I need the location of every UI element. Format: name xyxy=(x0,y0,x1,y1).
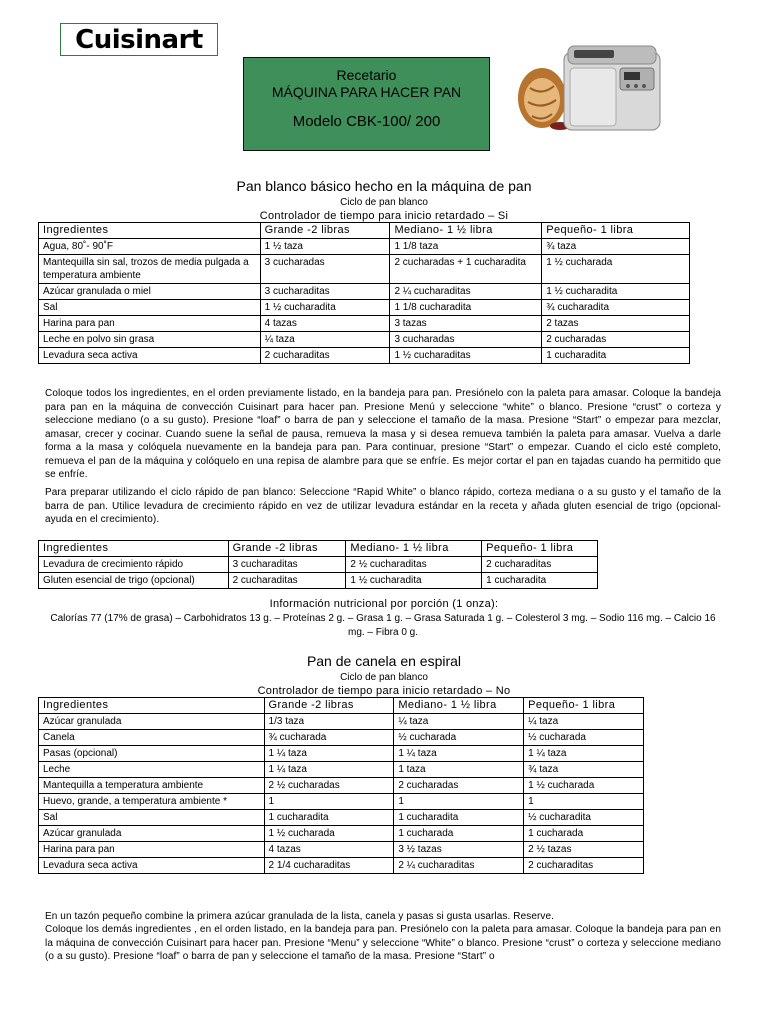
recipe-1-cycle: Ciclo de pan blanco xyxy=(340,197,428,208)
table-row xyxy=(39,300,690,316)
table-cell: ¾ taza xyxy=(542,239,690,255)
table-row xyxy=(39,332,690,348)
table-cell: Sal xyxy=(39,300,261,316)
column-header: Grande -2 libras xyxy=(260,223,390,239)
recipe-2-title: Pan de canela en espiral xyxy=(306,653,462,669)
table-cell: ¼ taza xyxy=(260,332,390,348)
recipe-1-ingredients-table xyxy=(38,222,690,364)
table-cell: 1 ¼ taza xyxy=(524,746,644,762)
table-cell: 1 cucharadita xyxy=(264,810,394,826)
column-header: Grande -2 libras xyxy=(228,541,346,557)
table-cell: ½ cucharada xyxy=(524,730,644,746)
column-header: Ingredientes xyxy=(39,698,265,714)
table-cell: 1 cucharada xyxy=(394,826,524,842)
column-header: Ingredientes xyxy=(39,541,229,557)
table-cell: Levadura seca activa xyxy=(39,348,261,364)
table-row xyxy=(39,842,644,858)
column-header: Grande -2 libras xyxy=(264,698,394,714)
recipe-2-timer: Controlador de tiempo para inicio retardado – No xyxy=(257,685,511,697)
column-header: Mediano- 1 ½ libra xyxy=(346,541,482,557)
table-cell: 1 xyxy=(264,794,394,810)
table-cell: Leche en polvo sin grasa xyxy=(39,332,261,348)
table-header-row xyxy=(39,541,598,557)
table-cell: 2 cucharaditas xyxy=(482,557,598,573)
table-cell: 4 tazas xyxy=(260,316,390,332)
column-header: Pequeño- 1 libra xyxy=(542,223,690,239)
table-header-row xyxy=(39,223,690,239)
table-cell: ½ cucharadita xyxy=(524,810,644,826)
table-cell: Azúcar granulada xyxy=(39,714,265,730)
cuisinart-logo xyxy=(60,23,218,56)
table-row xyxy=(39,858,644,874)
table-cell: 2 cucharaditas xyxy=(260,348,390,364)
column-header: Pequeño- 1 libra xyxy=(524,698,644,714)
table-cell: 1 ¼ taza xyxy=(394,746,524,762)
table-cell: Azúcar granulada o miel xyxy=(39,284,261,300)
rapid-ingredients-table xyxy=(38,540,598,589)
table-cell: ½ cucharada xyxy=(394,730,524,746)
table-row xyxy=(39,284,690,300)
table-cell: 1 ½ cucharadita xyxy=(346,573,482,589)
table-cell: Mantequilla sin sal, trozos de media pulgada a temperatura ambiente xyxy=(39,255,261,284)
table-cell: ¾ cucharadita xyxy=(542,300,690,316)
table-cell: 2 ½ cucharadas xyxy=(264,778,394,794)
table-cell: 3 ½ tazas xyxy=(394,842,524,858)
table-cell: 2 cucharadas + 1 cucharadita xyxy=(390,255,542,284)
table-cell: 1 ½ cucharada xyxy=(542,255,690,284)
table-cell: 3 cucharadas xyxy=(260,255,390,284)
table-row xyxy=(39,810,644,826)
table-cell: 1 ¼ taza xyxy=(264,746,394,762)
table-cell: Gluten esencial de trigo (opcional) xyxy=(39,573,229,589)
table-cell: 1 1/8 taza xyxy=(390,239,542,255)
table-cell: ¾ cucharada xyxy=(264,730,394,746)
table-cell: 1 cucharadita xyxy=(542,348,690,364)
table-cell: 1/3 taza xyxy=(264,714,394,730)
column-header: Mediano- 1 ½ libra xyxy=(390,223,542,239)
table-cell: 2 ½ tazas xyxy=(524,842,644,858)
table-cell: 1 1/8 cucharadita xyxy=(390,300,542,316)
table-cell: Harina para pan xyxy=(39,842,265,858)
table-cell: 3 cucharaditas xyxy=(228,557,346,573)
column-header: Mediano- 1 ½ libra xyxy=(394,698,524,714)
table-cell: Azúcar granulada xyxy=(39,826,265,842)
table-cell: 2 cucharadas xyxy=(542,332,690,348)
banner-model: Modelo CBK-100/ 200 xyxy=(292,113,441,130)
table-row xyxy=(39,746,644,762)
table-cell: 1 xyxy=(394,794,524,810)
table-row xyxy=(39,557,598,573)
table-cell: Levadura seca activa xyxy=(39,858,265,874)
table-cell: Harina para pan xyxy=(39,316,261,332)
table-cell: 1 cucharada xyxy=(524,826,644,842)
recipe-2-ingredients-table xyxy=(38,697,644,874)
table-row xyxy=(39,714,644,730)
table-cell: 1 taza xyxy=(394,762,524,778)
recipe-2-cycle: Ciclo de pan blanco xyxy=(340,672,428,683)
table-cell: 2 ¼ cucharaditas xyxy=(390,284,542,300)
table-cell: 4 tazas xyxy=(264,842,394,858)
table-cell: Pasas (opcional) xyxy=(39,746,265,762)
table-cell: 2 ¼ cucharaditas xyxy=(394,858,524,874)
table-cell: Agua, 80˚- 90˚F xyxy=(39,239,261,255)
table-cell: Sal xyxy=(39,810,265,826)
recipe-book-banner xyxy=(243,57,490,151)
table-row xyxy=(39,826,644,842)
column-header: Ingredientes xyxy=(39,223,261,239)
recipe-1-rapid-note: Para preparar utilizando el ciclo rápido de pan blanco: Seleccione “Rapid White” o blanco rápido, corteza mediana o a su gusto y el tamaño de la barra de pan. Utilice levadura de crecimiento rápido en vez de utilizar levadura estándar en la receta y añada gluten esencial de trigo (opcional- ayuda en el crecimiento). xyxy=(45,487,721,525)
table-row xyxy=(39,239,690,255)
nutrition-text: Calorías 77 (17% de grasa) – Carbohidratos 13 g. – Proteínas 2 g. – Grasa 1 g. – Grasa Saturada 1 g. – Colesterol 3 mg. – Sodio 116 mg. – Calcio 16 mg. – Fibra 0 g. xyxy=(50,613,716,638)
table-cell: 2 cucharaditas xyxy=(228,573,346,589)
table-cell: 1 ½ cucharada xyxy=(524,778,644,794)
table-cell: 1 cucharadita xyxy=(482,573,598,589)
bread-machine-image xyxy=(508,38,668,138)
table-cell: Levadura de crecimiento rápido xyxy=(39,557,229,573)
banner-line-1: Recetario xyxy=(336,67,397,83)
table-row xyxy=(39,762,644,778)
logo-text: Cuisinart xyxy=(75,24,203,55)
table-cell: 3 tazas xyxy=(390,316,542,332)
table-cell: 2 tazas xyxy=(542,316,690,332)
recipe-1-timer: Controlador de tiempo para inicio retardado – Si xyxy=(259,210,509,222)
table-cell: 2 1/4 cucharaditas xyxy=(264,858,394,874)
banner-line-2: MÁQUINA PARA HACER PAN xyxy=(271,84,462,100)
table-row xyxy=(39,573,598,589)
table-cell: 1 ½ cucharadita xyxy=(260,300,390,316)
table-cell: Huevo, grande, a temperatura ambiente * xyxy=(39,794,265,810)
table-cell: 3 cucharaditas xyxy=(260,284,390,300)
table-cell: 1 ½ taza xyxy=(260,239,390,255)
table-cell: ¼ taza xyxy=(524,714,644,730)
column-header: Pequeño- 1 libra xyxy=(482,541,598,557)
table-row xyxy=(39,794,644,810)
table-row xyxy=(39,316,690,332)
recipe-2-instructions-2: Coloque los demás ingredientes , en el orden listado, en la bandeja para pan. Presiónelo con la paleta para amasar. Coloque la bandeja para pan en la máquina de convección Cuisinart para hacer pan. Presione “Menu” y seleccione “White” o blanco. Presione “crust” o corteza y seleccione mediano (o a su gusto). Presione “loaf” o barra de pan y seleccione el tamaño de la masa. Presione “Start” o xyxy=(45,924,721,962)
table-cell: Leche xyxy=(39,762,265,778)
nutrition-title: Información nutricional por porción (1 onza): xyxy=(269,598,499,610)
table-row xyxy=(39,255,690,284)
table-cell: ¼ taza xyxy=(394,714,524,730)
table-cell: 1 cucharadita xyxy=(394,810,524,826)
table-cell: Canela xyxy=(39,730,265,746)
table-cell: Mantequilla a temperatura ambiente xyxy=(39,778,265,794)
table-cell: ¾ taza xyxy=(524,762,644,778)
table-row xyxy=(39,348,690,364)
table-cell: 1 ½ cucharadita xyxy=(542,284,690,300)
table-row xyxy=(39,778,644,794)
table-cell: 2 cucharadas xyxy=(394,778,524,794)
recipe-1-title: Pan blanco básico hecho en la máquina de pan xyxy=(236,178,532,194)
table-row xyxy=(39,730,644,746)
table-cell: 1 xyxy=(524,794,644,810)
table-cell: 2 ½ cucharaditas xyxy=(346,557,482,573)
table-cell: 2 cucharaditas xyxy=(524,858,644,874)
recipe-2-instructions-1: En un tazón pequeño combine la primera azúcar granulada de la lista, canela y pasas si gusta usarlas. Reserve. xyxy=(45,911,555,922)
table-cell: 1 ¼ taza xyxy=(264,762,394,778)
table-cell: 1 ½ cucharaditas xyxy=(390,348,542,364)
table-header-row xyxy=(39,698,644,714)
recipe-1-instructions: Coloque todos los ingredientes, en el orden previamente listado, en la bandeja para pan. Presiónelo con la paleta para amasar. Coloque la bandeja para pan en la máquina de convección Cuisinart para hacer pan. Presione Menú y seleccione “white” o blanco. Presione “crust” o corteza y seleccione mediano (o a su gusto). Presione “loaf” o barra de pan y seleccione el tamaño de la masa. Presione “Start” o empezar para mezclar, amasar, crecer y cocinar. Cuando suene la señal de pausa, remueva la masa y si desea remueva también la paleta para amasar. Vuelva a darle forma a la masa y colóquela nuevamente en la bandeja para pan. Para continuar, presione “Start” o empezar. Cuando el ciclo esté completo, remueva el pan de la máquina y colóquelo en una repisa de alambre para que se enfríe. Es mejor cortar el pan en tajadas cuando ha permitido que se enfríe. xyxy=(45,388,721,480)
table-cell: 1 ½ cucharada xyxy=(264,826,394,842)
table-cell: 3 cucharadas xyxy=(390,332,542,348)
